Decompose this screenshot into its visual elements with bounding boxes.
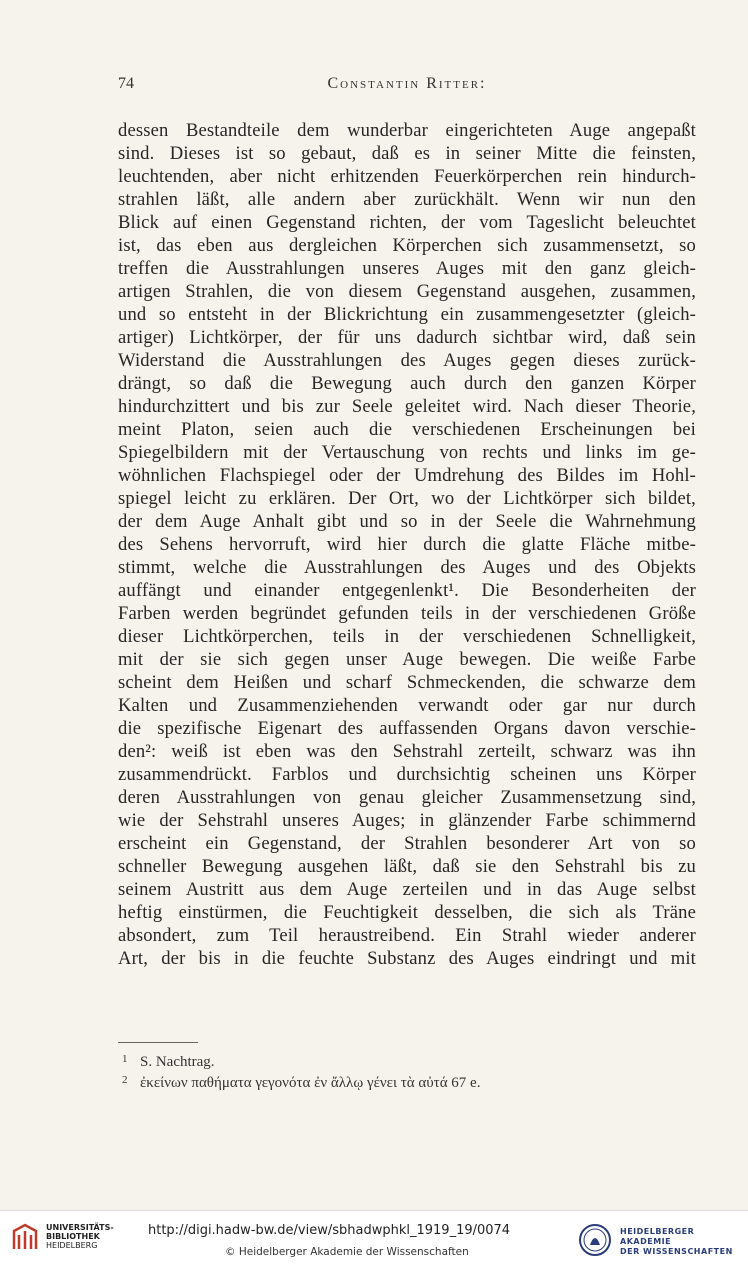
footnote-rule xyxy=(118,1042,198,1043)
academy-name[interactable] xyxy=(620,1227,748,1257)
academy-seal-icon[interactable] xyxy=(578,1223,612,1257)
text-line: dieser Lichtkörperchen, teils in der verschiedenen Schnelligkeit, xyxy=(118,626,696,647)
footnote xyxy=(118,1073,696,1094)
text-line: meint Platon, seien auch die verschiedenen Erscheinungen bei xyxy=(118,419,696,440)
footnote-text: S. Nachtrag. xyxy=(140,1054,215,1070)
text-line: artigen Strahlen, die von diesem Gegenstand ausgehen, zusammen, xyxy=(118,281,696,302)
text-line: dessen Bestandteile dem wunderbar eingerichteten Auge angepaßt xyxy=(118,120,696,141)
text-line: schneller Bewegung ausgehen läßt, daß sie den Sehstrahl bis zu xyxy=(118,856,696,877)
footnotes xyxy=(118,1052,696,1094)
text-line: wöhnlichen Flachspiegel oder der Umdrehung des Bildes im Hohl- xyxy=(118,465,696,486)
university-line-2: BIBLIOTHEK xyxy=(46,1232,100,1241)
text-line: seinem Austritt aus dem Auge zerteilen und in das Auge selbst xyxy=(118,879,696,900)
academy-line-1: HEIDELBERGER AKADEMIE xyxy=(620,1227,695,1246)
running-title: Constantin Ritter: xyxy=(327,75,487,92)
text-line: hindurchzittert und bis zur Seele geleitet wird. Nach dieser Theorie, xyxy=(118,396,696,417)
permalink-url[interactable]: http://digi.hadw-bw.de/view/sbhadwphkl_1919_19/0074 xyxy=(148,1223,511,1238)
text-line: absondert, zum Teil heraustreibend. Ein Strahl wieder anderer xyxy=(118,925,696,946)
text-line: erscheint ein Gegenstand, der Strahlen besonderer Art von so xyxy=(118,833,696,854)
text-line: spiegel leicht zu erklären. Der Ort, wo der Lichtkörper sich bildet, xyxy=(118,488,696,509)
university-library-logo-icon[interactable] xyxy=(8,1221,42,1255)
text-line: zusammendrückt. Farblos und durchsichtig scheinen uns Körper xyxy=(118,764,696,785)
text-line: deren Ausstrahlungen von genau gleicher Zusammensetzung sind, xyxy=(118,787,696,808)
footnote-text: ἐκείνων παθήματα γεγονότα ἐν ἄλλῳ γένει τὰ αὐτά 67 e. xyxy=(140,1075,481,1091)
text-line: den²: weiß ist eben was den Sehstrahl zerteilt, schwarz was ihn xyxy=(118,741,696,762)
text-line: leuchtenden, aber nicht erhitzenden Feuerkörperchen rein hindurch- xyxy=(118,166,696,187)
text-line: ist, das eben aus dergleichen Körperchen sich zusammensetzt, so xyxy=(118,235,696,256)
text-line: Farben werden begründet gefunden teils in der verschiedenen Größe xyxy=(118,603,696,624)
text-line: der dem Auge Anhalt gibt und so in der Seele die Wahrnehmung xyxy=(118,511,696,532)
text-line: stimmt, welche die Ausstrahlungen des Auges und des Objekts xyxy=(118,557,696,578)
text-line: Kalten und Zusammenziehenden verwandt oder gar nur durch xyxy=(118,695,696,716)
text-line: treffen die Ausstrahlungen unseres Auges mit den ganz gleich- xyxy=(118,258,696,279)
text-line: artiger) Lichtkörper, der für uns dadurch sichtbar wird, daß sein xyxy=(118,327,696,348)
body-text xyxy=(118,119,696,970)
text-line: auffängt und einander entgegenlenkt¹. Die Besonderheiten der xyxy=(118,580,696,601)
text-line: Art, der bis in die feuchte Substanz des Auges eindringt und mit xyxy=(118,948,696,969)
text-line: mit der sie sich gegen unser Auge bewegen. Die weiße Farbe xyxy=(118,649,696,670)
footnote xyxy=(118,1052,696,1073)
text-line: scheint dem Heißen und scharf Schmeckenden, die schwarze dem xyxy=(118,672,696,693)
text-line: sind. Dieses ist so gebaut, daß es in seiner Mitte die feinsten, xyxy=(118,143,696,164)
copyright-notice: © Heidelberger Akademie der Wissenschaften xyxy=(225,1246,469,1258)
text-line: drängt, so daß die Bewegung auch durch den ganzen Körper xyxy=(118,373,696,394)
academy-line-2: DER WISSENSCHAFTEN xyxy=(620,1247,733,1256)
university-line-3: HEIDELBERG xyxy=(46,1241,98,1250)
footnote-mark: 2 xyxy=(122,1074,128,1086)
text-line: Blick auf einen Gegenstand richten, der vom Tageslicht beleuchtet xyxy=(118,212,696,233)
university-line-1: UNIVERSITÄTS- xyxy=(46,1223,114,1232)
footnote-mark: 1 xyxy=(122,1053,128,1065)
text-line: die spezifische Eigenart des auffassenden Organs davon verschie- xyxy=(118,718,696,739)
text-line: Widerstand die Ausstrahlungen des Auges gegen dieses zurück- xyxy=(118,350,696,371)
text-line: strahlen läßt, alle andern aber zurückhält. Wenn wir nun den xyxy=(118,189,696,210)
text-line: wie der Sehstrahl unseres Auges; in glänzender Farbe schimmernd xyxy=(118,810,696,831)
text-line: des Sehens hervorruft, wird hier durch die glatte Fläche mitbe- xyxy=(118,534,696,555)
page-number: 74 xyxy=(118,75,134,92)
viewer-footer-bar xyxy=(0,1210,748,1266)
text-line: Spiegelbildern mit der Vertauschung von rechts und links im ge- xyxy=(118,442,696,463)
text-line: und so entsteht in der Blickrichtung ein zusammengesetzter (gleich- xyxy=(118,304,696,325)
university-library-name[interactable] xyxy=(46,1223,114,1250)
text-line: heftig einstürmen, die Feuchtigkeit desselben, die sich als Träne xyxy=(118,902,696,923)
running-head xyxy=(118,75,696,97)
